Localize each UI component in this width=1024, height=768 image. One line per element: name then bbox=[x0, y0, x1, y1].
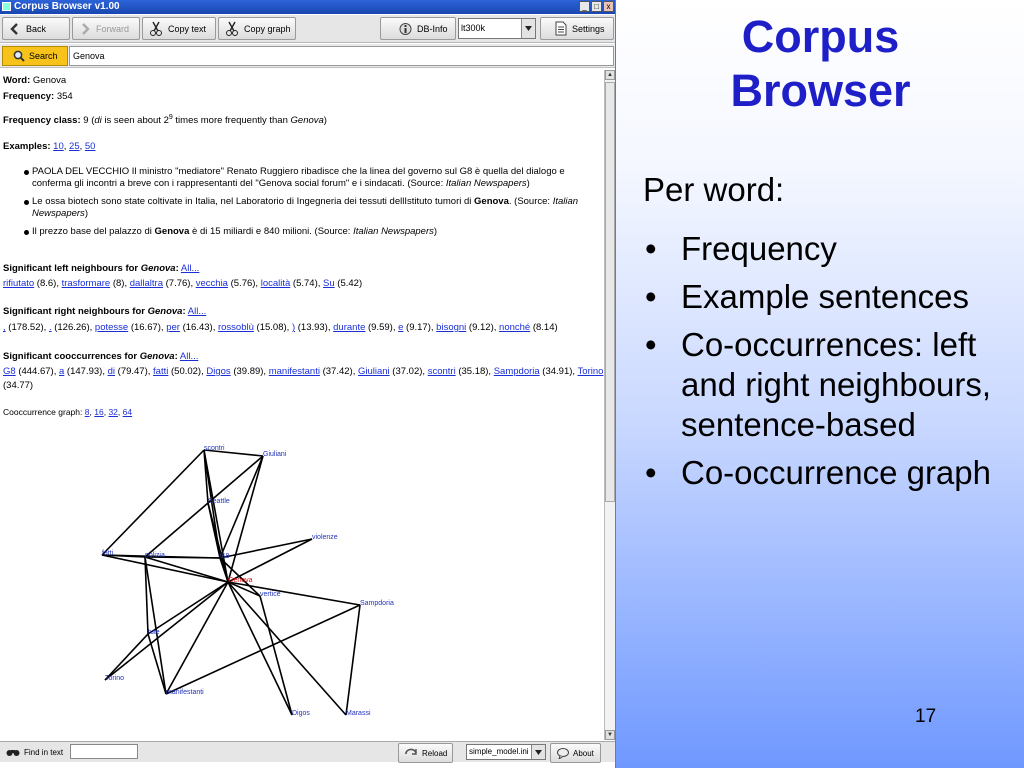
example-keyword: Genova bbox=[474, 196, 509, 207]
arrow-left-icon bbox=[9, 23, 21, 35]
reload-button[interactable] bbox=[398, 743, 453, 763]
cooccurrence-word-link[interactable]: G8 bbox=[3, 366, 16, 377]
cooccurrence-word-link[interactable]: Giuliani bbox=[357, 366, 390, 377]
back-label: Back bbox=[26, 23, 47, 34]
frequency-class-text: times more frequently than bbox=[172, 115, 291, 127]
graph-edge bbox=[166, 605, 360, 694]
model-select-value: simple_model.ini bbox=[469, 747, 529, 756]
graph-edge bbox=[102, 555, 228, 582]
cooccurrence-score: (37.42), bbox=[319, 366, 358, 377]
slide-bullet: • Example sentences bbox=[643, 277, 1013, 317]
example-source: Italian Newspapers bbox=[353, 226, 434, 237]
copy-text-label: Copy text bbox=[168, 23, 207, 34]
graph-node-g8[interactable]: G8 bbox=[220, 553, 230, 560]
cooccurrence-score: (147.93), bbox=[64, 366, 108, 377]
left-neighbour-score: (8.6), bbox=[34, 278, 62, 289]
left-neighbour-score: (7.76), bbox=[163, 278, 196, 289]
right-neighbours-heading bbox=[3, 306, 206, 318]
search-input[interactable]: Genova bbox=[69, 46, 614, 66]
speech-bubble-icon bbox=[557, 748, 569, 759]
word-label: Word: bbox=[3, 75, 31, 86]
section-heading: Significant right neighbours for bbox=[3, 306, 148, 317]
scroll-up-icon[interactable]: ▲ bbox=[605, 70, 615, 80]
frequency-class-compare-word: Genova bbox=[290, 115, 324, 127]
graph-link-16[interactable]: 16 bbox=[94, 407, 104, 417]
graph-edge bbox=[208, 456, 263, 503]
vertical-scrollbar[interactable] bbox=[604, 70, 615, 740]
graph-edge bbox=[105, 634, 148, 680]
graph-link-32[interactable]: 32 bbox=[108, 407, 118, 417]
section-heading: Significant cooccurrences for bbox=[3, 351, 140, 362]
copy-graph-button[interactable] bbox=[218, 17, 296, 40]
slide-bullet: • Co-occurrence graph bbox=[643, 453, 1013, 493]
reload-icon bbox=[404, 748, 418, 759]
examples-link-50[interactable]: 50 bbox=[84, 141, 96, 152]
graph-node-scontri[interactable]: scontri bbox=[204, 445, 225, 452]
example-sentence bbox=[32, 226, 600, 238]
right-neighbour-word-link[interactable]: . bbox=[48, 322, 52, 333]
window-title: Corpus Browser v1.00 bbox=[14, 1, 120, 12]
cooccurrence-word-link[interactable]: Torino bbox=[577, 366, 604, 377]
db-info-button[interactable] bbox=[380, 17, 456, 40]
db-info-label: DB-Info bbox=[417, 23, 448, 34]
cooccurrence-score: (79.47), bbox=[115, 366, 154, 377]
right-neighbour-score: (8.14) bbox=[530, 322, 558, 333]
find-in-text-input[interactable] bbox=[70, 744, 138, 759]
left-neighbour-word-link[interactable]: dallaltra bbox=[129, 278, 163, 289]
graph-node-genova[interactable]: Genova bbox=[228, 577, 253, 584]
section-word: Genova bbox=[139, 351, 175, 362]
cooccurrence-score: (50.02), bbox=[168, 366, 207, 377]
about-label: About bbox=[573, 748, 594, 758]
slide-bullet: • Co-occurrences: left and right neighbours, sentence-based bbox=[643, 325, 1013, 445]
slide-title-line: Corpus bbox=[741, 11, 900, 62]
frequency-class-text: is seen about 2 bbox=[101, 115, 169, 127]
cooccurrences-last-score: (34.77) bbox=[3, 380, 34, 391]
slide-title-line: Browser bbox=[730, 65, 911, 116]
graph-link-64[interactable]: 64 bbox=[122, 407, 133, 417]
cooccurrence-word-link[interactable]: Digos bbox=[206, 366, 231, 377]
slide-bullet-list bbox=[643, 229, 1013, 501]
left-neighbour-score: (5.76), bbox=[227, 278, 261, 289]
right-neighbour-word-link[interactable]: bisogni bbox=[436, 322, 467, 333]
graph-node-sampdoria[interactable]: Sampdoria bbox=[360, 600, 394, 607]
examples-link-25[interactable]: 25 bbox=[69, 141, 80, 152]
close-button[interactable]: x bbox=[603, 1, 614, 12]
examples-label: Examples: bbox=[3, 141, 51, 152]
right-neighbour-score: (178.52), bbox=[5, 322, 49, 333]
corpus-select[interactable] bbox=[458, 18, 536, 39]
right-neighbour-word-link[interactable]: rossoblù bbox=[217, 322, 254, 333]
right-neighbour-word-link[interactable]: durante bbox=[333, 322, 366, 333]
result-pane bbox=[0, 70, 604, 740]
about-button[interactable] bbox=[550, 743, 601, 763]
app-icon bbox=[2, 2, 11, 11]
graph-node-digos[interactable]: Digos bbox=[292, 710, 310, 717]
model-select[interactable] bbox=[466, 744, 546, 760]
cooccurrence-score: (34.91), bbox=[539, 366, 578, 377]
section-heading: Significant left neighbours for bbox=[3, 263, 141, 274]
frequency-line bbox=[3, 91, 73, 103]
magnifier-icon bbox=[13, 50, 25, 62]
section-word: Genova bbox=[147, 306, 183, 317]
frequency-class-line bbox=[3, 112, 327, 127]
section-colon: : bbox=[174, 351, 178, 362]
binoculars-icon bbox=[6, 747, 20, 757]
find-in-text-label: Find in text bbox=[24, 747, 64, 757]
slide-title bbox=[617, 10, 1024, 118]
cooccurrences-list bbox=[3, 366, 603, 378]
graph-edge bbox=[166, 582, 228, 694]
cooccurrence-score: (37.02), bbox=[389, 366, 428, 377]
section-colon: : bbox=[182, 306, 186, 317]
chevron-down-icon[interactable] bbox=[521, 19, 535, 38]
find-in-text-label-group bbox=[6, 743, 63, 761]
cooccurrences-heading bbox=[3, 351, 198, 363]
graph-node-tute[interactable]: tute bbox=[148, 629, 160, 636]
graph-edge bbox=[208, 503, 228, 582]
cooccurrence-word-link[interactable]: di bbox=[107, 366, 116, 377]
left-neighbours-all-link[interactable]: All... bbox=[180, 263, 200, 274]
scissors-icon bbox=[149, 21, 163, 37]
left-neighbour-score: (8), bbox=[110, 278, 130, 289]
graph-node-vertice[interactable]: vertice bbox=[260, 591, 281, 598]
slide-bullet: • Frequency bbox=[643, 229, 1013, 269]
example-text: ) bbox=[84, 208, 88, 219]
slide-intro: Per word: bbox=[643, 171, 785, 208]
corpus-select-value: lt300k bbox=[461, 23, 486, 33]
graph-edge bbox=[220, 539, 312, 558]
graph-node-fatti[interactable]: fatti bbox=[102, 550, 114, 557]
title-bar bbox=[0, 0, 616, 14]
left-neighbour-score: (5.74), bbox=[290, 278, 324, 289]
example-sentence bbox=[32, 166, 600, 190]
search-button-label: Search bbox=[29, 51, 58, 61]
scissors-icon bbox=[225, 21, 239, 37]
status-bar bbox=[0, 741, 616, 762]
example-sentence bbox=[32, 196, 600, 220]
left-neighbour-word-link[interactable]: località bbox=[260, 278, 291, 289]
graph-edge bbox=[228, 582, 360, 605]
examples-line: Examples: 10, 25, 50 bbox=[3, 141, 96, 152]
search-bar bbox=[0, 44, 616, 68]
forward-button[interactable] bbox=[72, 17, 140, 40]
cooccurrence-graph[interactable] bbox=[80, 436, 420, 726]
settings-document-icon bbox=[555, 21, 567, 36]
settings-button[interactable] bbox=[540, 17, 614, 40]
cooccurrences-all-link[interactable]: All... bbox=[179, 351, 199, 362]
cooccurrence-word-link[interactable]: fatti bbox=[153, 366, 169, 377]
right-neighbour-score: (9.12), bbox=[466, 322, 500, 333]
copy-text-button[interactable] bbox=[142, 17, 216, 40]
left-neighbour-word-link[interactable]: vecchia bbox=[195, 278, 228, 289]
graph-node-seattle[interactable]: Seattle bbox=[208, 498, 230, 505]
graph-node-violenze[interactable]: violenze bbox=[312, 534, 338, 541]
graph-edge bbox=[228, 582, 292, 715]
right-neighbour-score: (16.43), bbox=[179, 322, 218, 333]
cooccurrence-score: (444.67), bbox=[15, 366, 59, 377]
frequency-label: Frequency: bbox=[3, 91, 55, 102]
section-word: Genova bbox=[140, 263, 176, 274]
graph-node-marassi[interactable]: Marassi bbox=[346, 710, 371, 717]
right-neighbour-word-link[interactable]: e bbox=[398, 322, 404, 333]
frequency-value: 354 bbox=[56, 91, 73, 102]
forward-label: Forward bbox=[96, 23, 130, 34]
word-value: Genova bbox=[32, 75, 67, 86]
graph-links-line: Cooccurrence graph: 8, 16, 32, 64 bbox=[3, 407, 133, 417]
example-text: ) bbox=[433, 226, 438, 237]
right-neighbour-word-link[interactable]: nonché bbox=[499, 322, 531, 333]
minimize-button[interactable]: _ bbox=[579, 1, 590, 12]
example-text: è di 15 miliardi e 840 milioni. (Source: bbox=[189, 226, 354, 237]
example-text: Il prezzo base del palazzo di bbox=[32, 226, 155, 237]
right-neighbour-word-link[interactable]: per bbox=[166, 322, 180, 333]
cooccurrence-word-link[interactable]: scontri bbox=[427, 366, 456, 377]
right-neighbour-score: (9.17), bbox=[403, 322, 437, 333]
graph-edge bbox=[105, 582, 228, 680]
left-neighbour-score: (5.42) bbox=[334, 278, 363, 289]
graph-node-manifestanti[interactable]: manifestanti bbox=[166, 689, 204, 696]
database-info-icon bbox=[399, 22, 412, 36]
example-text: ) bbox=[526, 178, 530, 189]
back-button[interactable] bbox=[2, 17, 70, 40]
search-button[interactable] bbox=[2, 46, 68, 66]
graph-edge bbox=[102, 450, 204, 555]
example-text: PAOLA DEL VECCHIO Il ministro "mediatore" Renato Ruggiero ribadisce che la linea del governo sul G8 è quella del dialogo e conferma gli incontri a breve con i rappresentanti del "Genova social forum" e i sindacati. (Source: bbox=[32, 166, 565, 189]
right-neighbour-word-link[interactable]: , bbox=[3, 322, 6, 333]
cooccurrence-score: (35.18), bbox=[455, 366, 494, 377]
right-neighbour-word-link[interactable]: ) bbox=[291, 322, 296, 333]
left-neighbours-heading bbox=[3, 263, 199, 275]
left-neighbour-word-link[interactable]: trasformare bbox=[61, 278, 111, 289]
graph-edge bbox=[260, 596, 292, 715]
cooccurrence-word-link[interactable]: manifestanti bbox=[268, 366, 320, 377]
right-neighbour-word-link[interactable]: potesse bbox=[94, 322, 129, 333]
frequency-class-text: ) bbox=[323, 115, 327, 127]
example-text: Le ossa biotech sono state coltivate in Italia, nel Laboratorio di Ingegneria dei tessuti dellIstituto tumori di bbox=[32, 196, 475, 207]
graph-edge bbox=[148, 634, 166, 694]
copy-graph-label: Copy graph bbox=[244, 23, 291, 34]
graph-edge bbox=[220, 456, 263, 558]
left-neighbours-list bbox=[3, 278, 362, 290]
graph-edge bbox=[228, 456, 263, 582]
right-neighbours-list bbox=[3, 322, 558, 334]
right-neighbour-score: (9.59), bbox=[365, 322, 399, 333]
section-colon: : bbox=[175, 263, 179, 274]
graph-node-giuliani[interactable]: Giuliani bbox=[263, 451, 287, 458]
scroll-down-icon[interactable]: ▼ bbox=[605, 730, 615, 740]
cooccurrence-word-link[interactable]: Sampdoria bbox=[493, 366, 540, 377]
graph-edge bbox=[145, 557, 228, 582]
graph-node-polizia[interactable]: polizia bbox=[145, 552, 165, 559]
word-line bbox=[3, 75, 66, 87]
arrow-right-icon bbox=[79, 23, 91, 35]
frequency-class-exponent: 9 bbox=[168, 114, 173, 121]
scrollbar-thumb[interactable] bbox=[605, 82, 615, 502]
example-source: Italian Newspapers bbox=[445, 178, 527, 189]
right-neighbour-score: (16.67), bbox=[128, 322, 167, 333]
settings-label: Settings bbox=[572, 23, 605, 34]
cooccurrence-word-link[interactable]: a bbox=[59, 366, 65, 377]
graph-edge bbox=[148, 582, 228, 634]
graph-edge bbox=[228, 539, 312, 582]
maximize-button[interactable]: □ bbox=[591, 1, 602, 12]
right-neighbour-score: (13.93), bbox=[295, 322, 334, 333]
example-text: . (Source: bbox=[508, 196, 553, 207]
graph-label: Cooccurrence graph: bbox=[3, 407, 83, 417]
example-keyword: Genova bbox=[154, 226, 190, 237]
graph-node-torino[interactable]: Torino bbox=[105, 675, 125, 682]
left-neighbour-word-link[interactable]: Su bbox=[323, 278, 335, 289]
cooccurrence-score: (39.89), bbox=[230, 366, 269, 377]
reload-label: Reload bbox=[422, 748, 448, 758]
frequency-class-text: ( bbox=[91, 115, 95, 127]
right-neighbour-score: (126.26), bbox=[51, 322, 95, 333]
frequency-class-word: di bbox=[94, 115, 102, 127]
graph-link-8[interactable]: 8 bbox=[84, 407, 90, 417]
right-neighbour-score: (15.08), bbox=[253, 322, 292, 333]
examples-link-10[interactable]: 10 bbox=[53, 141, 64, 152]
example-source: Italian Newspapers bbox=[32, 196, 579, 219]
right-neighbours-all-link[interactable]: All... bbox=[187, 306, 207, 317]
left-neighbour-word-link[interactable]: rifiutato bbox=[3, 278, 35, 289]
chevron-down-icon[interactable] bbox=[531, 745, 545, 759]
graph-edge bbox=[346, 605, 360, 715]
slide-page-number: 17 bbox=[915, 706, 937, 727]
frequency-class-label: Frequency class: bbox=[3, 115, 81, 127]
frequency-class-value: 9 bbox=[83, 115, 89, 127]
graph-edge bbox=[145, 503, 208, 557]
